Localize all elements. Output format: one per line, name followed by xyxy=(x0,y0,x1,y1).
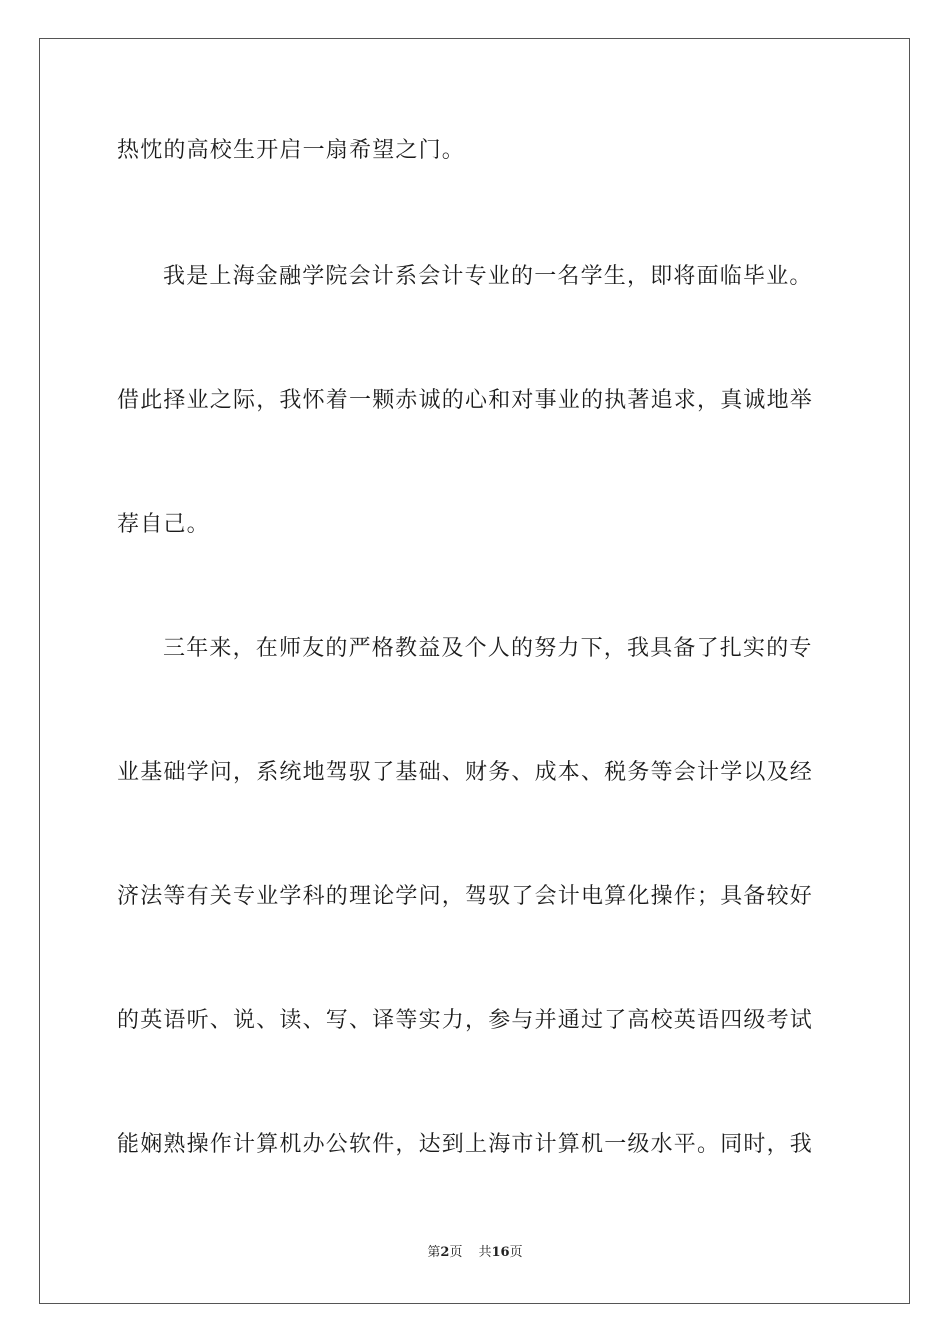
text-line: 荐自己。 xyxy=(117,512,210,537)
page-frame xyxy=(39,38,910,1304)
text-line: 热忱的高校生开启一扇希望之门。 xyxy=(117,138,466,163)
page-number: 2 xyxy=(440,1245,450,1260)
text-line: 的英语听、说、读、写、译等实力，参与并通过了高校英语四级考试 xyxy=(117,1008,814,1033)
text-line: 我是上海金融学院会计系会计专业的一名学生，即将面临毕业。 xyxy=(163,264,813,289)
text-line: 业基础学问，系统地驾驭了基础、财务、成本、税务等会计学以及经 xyxy=(117,760,814,785)
text-line: 能娴熟操作计算机办公软件，达到上海市计算机一级水平。同时，我 xyxy=(117,1132,814,1157)
page-suffix: 页 xyxy=(449,1245,463,1260)
text-line: 三年来，在师友的严格教益及个人的努力下，我具备了扎实的专 xyxy=(163,636,813,661)
text-line: 借此择业之际，我怀着一颗赤诚的心和对事业的执著追求，真诚地举 xyxy=(117,388,814,413)
page-prefix: 第 xyxy=(427,1245,441,1260)
page-footer xyxy=(0,1244,950,1262)
text-line: 济法等有关专业学科的理论学问，驾驭了会计电算化操作；具备较好 xyxy=(117,884,814,909)
total-pages: 16 xyxy=(491,1245,510,1260)
total-prefix: 共 xyxy=(478,1245,492,1260)
total-suffix: 页 xyxy=(509,1245,523,1260)
